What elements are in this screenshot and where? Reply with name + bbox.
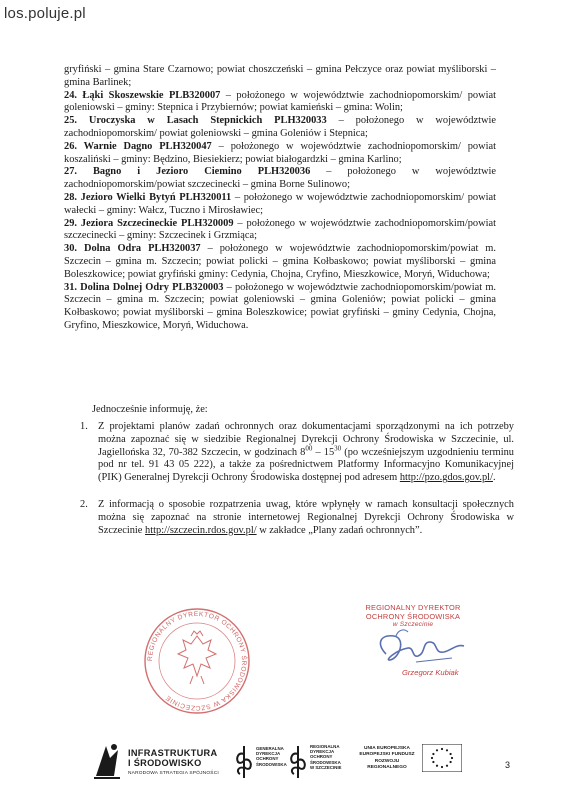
rdos-text-line: ŚRODOWISKA xyxy=(310,759,341,765)
list-item-text: – położonego w województwie zachodniopomorskim/ powiat koszaliński – gminy: Będzino, Biesiekierz; powiat białogardzki – gmina Karlino; xyxy=(64,140,496,165)
list-item xyxy=(64,282,496,333)
rdos-text-line: REGIONALNA xyxy=(310,744,340,749)
is-line2: I ŚRODOWISKO xyxy=(128,758,202,768)
notice-text-part: Z informacją o sposobie rozpatrzenia uwag, które wpłynęły w ramach konsultacji społecznych można się zapoznać na stronie internetowej Regionalnej Dyrekcji Ochrony Środowiska w Szczecinie xyxy=(98,498,514,536)
gdos-tree-icon xyxy=(234,742,254,780)
rdos-text-line: W SZCZECINIE xyxy=(310,764,342,770)
list-item-head: 26. Warnie Dagno PLH320047 xyxy=(64,140,212,152)
notice-text-part: (po wcześniejszym uzgodnieniu terminu pod nr tel. 91 43 05 222), a także za pośrednictwem Platformy Informacyjno Komunikacyjnej (PIK) Generalnej Dyrekcji Ochrony Środowiska dostępnej pod adresem xyxy=(98,446,514,484)
seal-text: REGIONALNY DYREKTOR OCHRONY ŚRODOWISKA W SZCZECINIE xyxy=(146,610,248,712)
hour-superscript: 00 xyxy=(305,444,313,453)
list-item-head: 25. Uroczyska w Lasach Stepnickich PLH320033 xyxy=(64,115,327,127)
gdos-text-line: ŚRODOWISKA xyxy=(256,761,287,767)
ue-text-line: ROZWOJU REGIONALNEGO xyxy=(367,758,407,771)
gdos-logo-text xyxy=(256,746,287,767)
notice-item xyxy=(74,421,514,485)
page-number: 3 xyxy=(504,760,510,770)
notice-text-part: w zakładce „Plany zadań ochronnych”. xyxy=(256,524,423,536)
list-item xyxy=(64,243,496,281)
seal-emblem-icon xyxy=(138,606,256,716)
infrastruktura-logo-icon xyxy=(90,740,124,780)
list-item-text: – położonego w województwie zachodniopomorskim/powiat szczecinecki – gminy: Szczecinek i Grzmiąca; xyxy=(64,217,496,242)
list-item xyxy=(64,141,496,167)
rdos-text-line: OCHRONY xyxy=(310,754,333,760)
rdos-tree-icon xyxy=(288,742,308,780)
signature-title: w Szczecinie xyxy=(392,621,434,629)
signature-title: REGIONALNY DYREKTOR xyxy=(365,603,461,612)
list-item-text: – położonego w województwie zachodniopomorskim/ powiat wałecki – gminy: Wałcz, Tuczno i Mirosławiec; xyxy=(64,191,496,216)
is-subtitle: NARODOWA STRATEGIA SPÓJNOŚCI xyxy=(128,771,219,776)
ue-text-line: UNIA EUROPEJSKA xyxy=(364,746,410,751)
list-item-head: 24. Łąki Skoszewskie PLB320007 xyxy=(64,89,221,101)
watermark: los.poluje.pl xyxy=(4,5,86,22)
list-item xyxy=(64,166,496,192)
signature-block xyxy=(338,604,488,688)
eu-flag-icon xyxy=(422,744,462,772)
rdos-logo-text xyxy=(310,744,341,770)
gdos-text-line: OCHRONY xyxy=(256,756,279,762)
notice-number: 2. xyxy=(80,498,88,510)
ue-text-line: EUROPEJSKI FUNDUSZ xyxy=(359,752,415,758)
rdos-link[interactable]: http://szczecin.rdos.gov.pl/ xyxy=(145,524,257,536)
intro-text: Jednocześnie informuję, że: xyxy=(92,404,208,415)
rdos-text-line: DYREKCJA xyxy=(310,749,335,755)
notice-number: 1. xyxy=(80,421,88,432)
notice-text-part: Z projektami planów zadań ochronnych oraz dokumentacjami sporządzonymi na ich potrzeby można zapoznać się w siedzibie Regionalnej Dyrekcji Ochrony Środowiska w Szczecinie, ul. Jagiellońska 32, 70-382 Szczecin, w godzinach 8 xyxy=(98,421,514,458)
notice-text xyxy=(98,421,514,485)
list-lead: gryfiński – gmina Stare Czarnowo; powiat choszczeński – gmina Pełczyce oraz powiat myśliborski – gmina Barlinek; xyxy=(64,64,496,88)
footer-logos xyxy=(90,738,510,784)
notice-item xyxy=(74,499,514,537)
list-item-text: – położonego w województwie zachodniopomorskim/powiat szczecinecki – gmina Borne Sulinowo; xyxy=(64,166,496,191)
official-seal xyxy=(138,606,256,716)
ue-logo-text xyxy=(356,746,418,772)
signatory-name: Grzegorz Kubiak xyxy=(402,668,459,677)
document-body xyxy=(64,64,496,333)
list-item-text: – położonego w województwie zachodniopomorskim/powiat m. Szczecin – gmina m. Szczecin; powiat goleniowski – gmina Goleniów; powiat policki – gmina Kołbaskowo; powiat myśliborski – gmina Boleszkowice; powiat gryfiński – gminy Cedynia, Chojna, Gryfino, Mieszkowice, Moryń, Widuchowa. xyxy=(64,281,497,331)
list-item xyxy=(64,115,496,141)
notice-text-part: . xyxy=(492,472,496,484)
list-item-text: – położonego w województwie zachodniopomorskim/ powiat goleniowski – gminy: Stepnica i Przybiernów; powiat kamieński – gmina: Wolin; xyxy=(64,89,496,114)
list-item xyxy=(64,192,496,218)
list-item-head: 27. Bagno i Jezioro Ciemino PLH320036 xyxy=(64,166,311,178)
list-item-text: – położonego w województwie zachodniopomorskim/powiat m. Szczecin – gmina m. Szczecin; powiat policki – gmina Kołbaskowo; powiat myśliborski – gmina Boleszkowice; powiat gryfiński gminy: Cedynia, Chojna, Cryfino, Mieszkowice, Moryń, Widuchowa; xyxy=(64,243,496,280)
notice-text-part: – 15 xyxy=(312,446,335,458)
signature-scribble-icon xyxy=(356,624,476,670)
list-item-text: – położonego w województwie zachodniopomorskim/ powiat goleniowski – gmina Goleniów i Stepnica; xyxy=(64,115,496,139)
list-item-head: 31. Dolina Dolnej Odry PLB320003 xyxy=(64,281,224,293)
pzo-link[interactable]: http://pzo.gdos.gov.pl/ xyxy=(399,472,493,484)
is-line1: INFRASTRUKTURA xyxy=(128,748,218,758)
list-item xyxy=(64,218,496,244)
notice-list xyxy=(74,421,514,551)
list-item-head: 29. Jeziora Szczecineckie PLH320009 xyxy=(64,217,234,229)
list-item xyxy=(64,90,496,116)
svg-text:REGIONALNY DYREKTOR OCHRONY ŚR xyxy=(147,611,249,711)
gdos-text-line: DYREKCJA xyxy=(256,751,281,757)
notice-text xyxy=(98,499,514,537)
signature-title: OCHRONY ŚRODOWISKA xyxy=(365,611,461,621)
list-item-head: 30. Dolna Odra PLH320037 xyxy=(64,243,201,255)
list-item-head: 28. Jezioro Wielki Bytyń PLH320011 xyxy=(64,191,232,203)
hour-superscript: 30 xyxy=(334,444,342,453)
is-logo-text xyxy=(128,748,217,768)
gdos-text-line: GENERALNA xyxy=(256,746,284,751)
